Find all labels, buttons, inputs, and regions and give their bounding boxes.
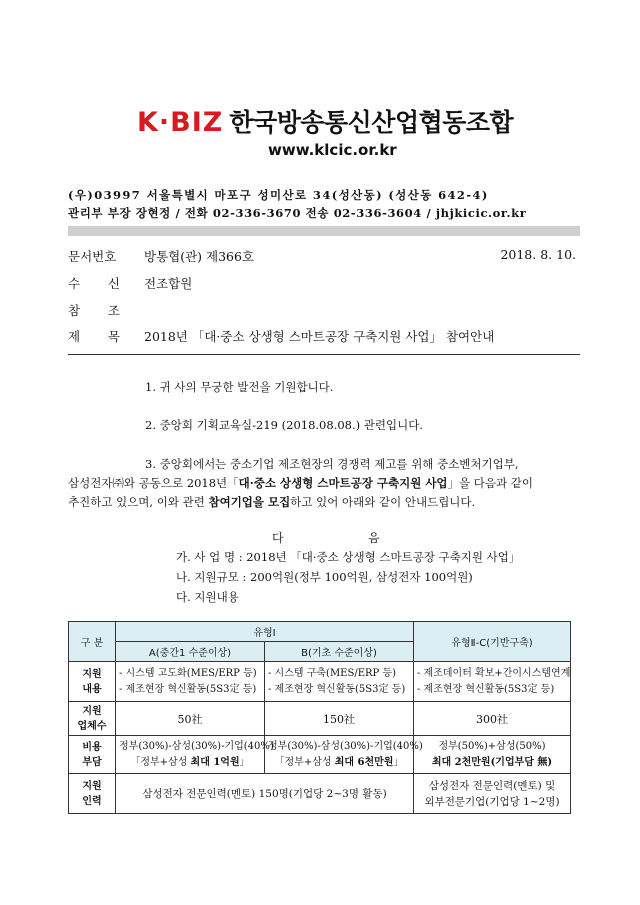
- item-support-content: 다. 지원내용: [176, 590, 239, 604]
- table-row: [69, 702, 571, 736]
- cost-b: 정부(30%)-삼성(30%)-기업(40%) 「정부+삼성 최대 6천만원」: [265, 736, 414, 774]
- paragraph-3-line-2: 삼성전자㈜와 공동으로 2018년「대·중소 상생형 스마트공장 구축지원 사업」을 다음과 같이: [68, 476, 534, 490]
- notice-heading-eum: 음: [368, 531, 380, 545]
- col-label: 구 분: [69, 622, 116, 662]
- support-b: - 시스템 구축(MES/ERP 등) - 제조현장 혁신활동(5S3定 등): [265, 662, 414, 702]
- contact-line: 관리부 부장 장현정 / 전화 02-336-3670 전송 02-336-3604 / jhjkicic.or.kr: [68, 206, 527, 220]
- table-row: [69, 736, 571, 774]
- header-divider-bar: [68, 226, 580, 236]
- paragraph-3-line-1: 3. 중앙회에서는 중소기업 제조현장의 경쟁력 제고를 위해 중소벤처기업부,: [145, 457, 519, 471]
- paragraph-2: 2. 중앙회 기획교육실-219 (2018.08.08.) 관련입니다.: [145, 418, 423, 432]
- support-c: - 제조데이터 확보+간이시스템연계 - 제조현장 혁신활동(5S3定 등): [414, 662, 571, 702]
- paragraph-3-line-3: 추진하고 있으며, 이와 관련 참여기업을 모집하고 있어 아래와 같이 안내드립니다.: [68, 495, 476, 509]
- cost-c: 정부(50%)+삼성(50%) 최대 2천만원(기업부담 無): [414, 736, 571, 774]
- kbiz-logo-mark: K·BIZ: [137, 107, 224, 138]
- header-rule: [68, 354, 580, 355]
- count-c: 300社: [414, 702, 571, 736]
- count-a: 50社: [116, 702, 265, 736]
- staff-c: 삼성전자 전문인력(멘토) 및 외부전문기업(기업당 1~2명): [414, 774, 571, 814]
- recipient-value: 전조합원: [144, 276, 193, 291]
- recipient-label: 수 신: [68, 276, 120, 291]
- type1-header: 유형Ⅰ: [116, 622, 414, 642]
- type1a-header: A(중간1 수준이상): [116, 642, 265, 662]
- support-a: - 시스템 고도화(MES/ERP 등) - 제조현장 혁신활동(5S3定 등): [116, 662, 265, 702]
- org-logo: [137, 103, 513, 139]
- address-line: (우)03997 서울특별시 마포구 성미산로 34(성산동) (성산동 642-4): [68, 188, 489, 202]
- item-project-name: 가. 사 업 명 : 2018년 「대·중소 상생형 스마트공장 구축지원 사업」: [176, 550, 521, 564]
- item-support-scale: 나. 지원규모 : 200억원(정부 100억원, 삼성전자 100억원): [176, 570, 473, 584]
- row-head-cost: 비용 부담: [69, 736, 116, 774]
- table-row: [69, 774, 571, 814]
- type1b-header: B(기초 수준이상): [265, 642, 414, 662]
- type2-header: 유형Ⅱ-C(기반구축): [414, 622, 571, 662]
- table-row: [69, 662, 571, 702]
- support-table: [68, 621, 571, 814]
- staff-ab: 삼성전자 전문인력(멘토) 150명(기업당 2~3명 활동): [116, 774, 414, 814]
- subject-label: 제 목: [68, 329, 120, 344]
- doc-number-value: 방통협(관) 제366호: [144, 249, 255, 264]
- count-b: 150社: [265, 702, 414, 736]
- row-head-support: 지원 내용: [69, 662, 116, 702]
- reference-label: 참 조: [68, 303, 120, 318]
- subject-value: 2018년 「대·중소 상생형 스마트공장 구축지원 사업」 참여안내: [144, 329, 495, 344]
- doc-number-label: 문서번호: [68, 249, 117, 264]
- row-head-staff: 지원 인력: [69, 774, 116, 814]
- paragraph-1: 1. 귀 사의 무궁한 발전을 기원합니다.: [145, 380, 334, 394]
- website-url[interactable]: www.klcic.or.kr: [268, 141, 397, 159]
- org-name: 한국방송통신산업협동조합: [229, 108, 514, 137]
- cost-a: 정부(30%)-삼성(30%)-기업(40%) 「정부+삼성 최대 1억원」: [116, 736, 265, 774]
- notice-heading-da: 다: [272, 531, 284, 545]
- row-head-count: 지원 업체수: [69, 702, 116, 736]
- doc-date: 2018. 8. 10.: [500, 247, 576, 262]
